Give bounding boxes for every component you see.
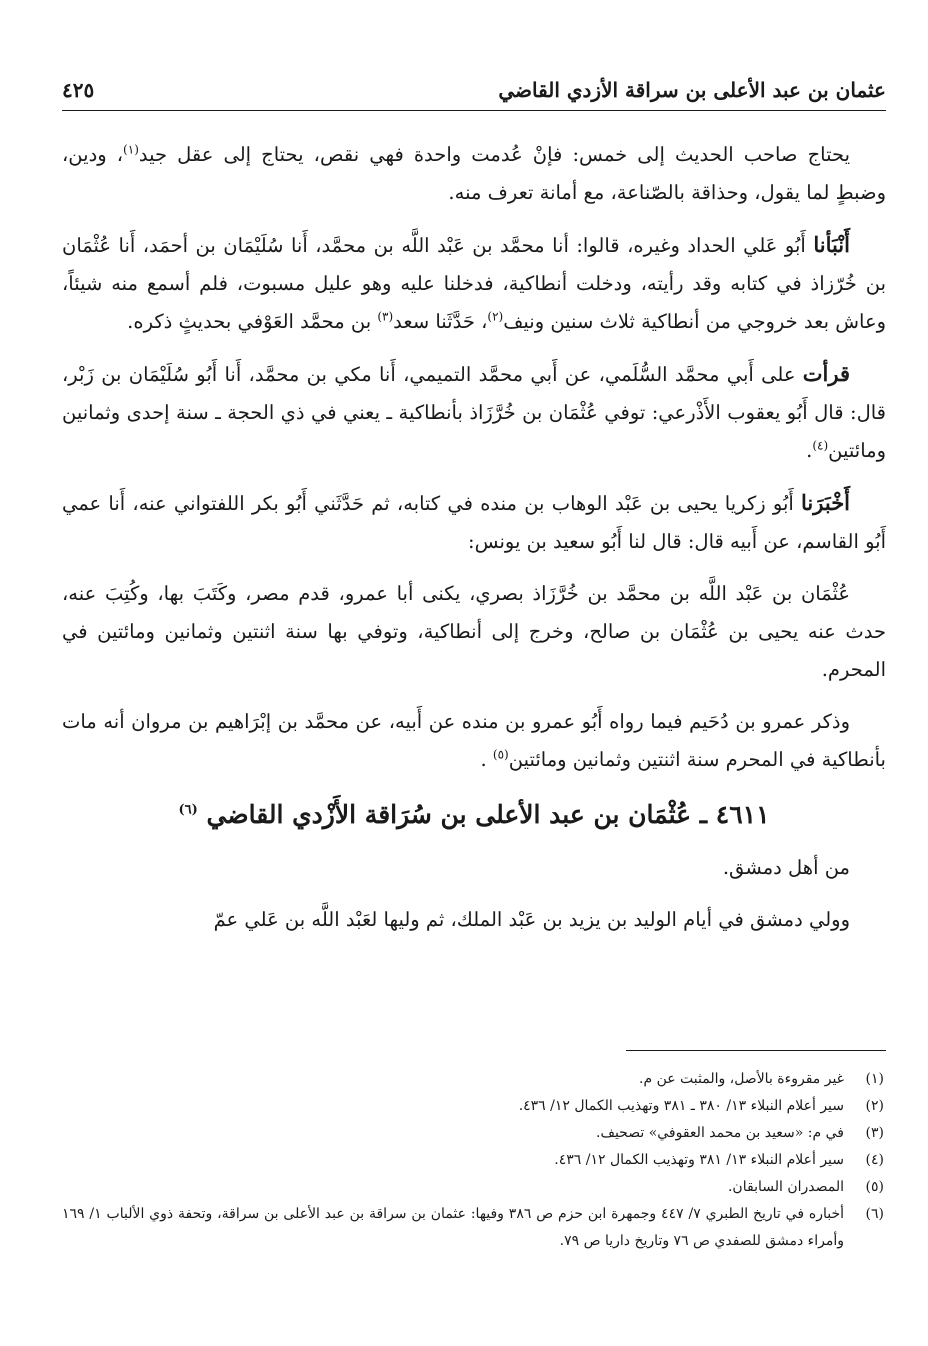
footnote-text: غير مقروءة بالأصل، والمثبت عن م. [639,1071,844,1087]
footnote [62,1147,886,1174]
paragraph-7-text: من أهل دمشق. [722,856,850,879]
footnote-separator [626,1050,886,1051]
footnote [62,1120,886,1147]
paragraph-7 [62,849,886,887]
footnote-text: المصدران السابقان. [727,1179,844,1195]
paragraph-3-text: على أَبي محمَّد السُّلَمي، عن أَبي محمَّد التميمي، أَنا مكي بن محمَّد، أَنا أَبُو سُلَيْمَان بن زَبْر، قال: قال أَبُو يعقوب الأَذْرعي: توفي عُثْمَان بن خُرَّزَاذ بأنطاكية ـ يعني في ذي الحجة ـ سنة إحدى وثمانين ومائتين [62,363,886,462]
footnote-number: (٣) [865,1125,884,1141]
paragraph-4-text: أَبُو زكريا يحيى بن عَبْد الوهاب بن منده في كتابه، ثم حَدَّثَني أَبُو بكر اللفتواني عنه، أَنا عمي أَبُو القاسم، عن أَبيه قال: قال لنا أَبُو سعيد بن يونس: [62,492,886,553]
footnote-number: (٦) [865,1206,884,1222]
footnote-text: سير أعلام النبلاء ١٣/ ٣٨٠ ـ ٣٨١ وتهذيب الكمال ١٢/ ٤٣٦. [518,1098,844,1114]
footnote-ref-5: (٥) [492,747,509,762]
footnote-ref-1: (١) [123,142,139,157]
main-text [62,136,886,953]
paragraph-4 [62,484,886,561]
footnote-text: سير أعلام النبلاء ١٣/ ٣٨١ وتهذيب الكمال ١٢/ ٤٣٦. [554,1152,844,1168]
paragraph-1-end: ، ودين، وضبطٍ لما يقول، وحذاقة بالصّناعة، مع أمانة تعرف منه. [62,143,886,204]
footnote [62,1066,886,1093]
footnote-ref-4: (٤) [812,438,829,453]
running-header [62,70,886,111]
footnotes [62,1066,886,1255]
footnote-number: (١) [865,1071,884,1087]
footnote-text: في م: «سعيد بن محمد العقوفي» تصحيف. [596,1125,844,1141]
paragraph-6-text: وذكر عمرو بن دُحَيم فيما رواه أَبُو عمرو بن منده عن أَبيه، عن محمَّد بن إبْرَاهيم بن مروان أنه مات بأنطاكية في المحرم سنة اثنتين وثمانين ومائتين [62,710,886,771]
paragraph-1-text: يحتاج صاحب الحديث إلى خمس: فإنْ عُدمت واحدة فهي نقص، يحتاج إلى عقل جيد [138,143,850,166]
page-number: ٤٢٥ [62,78,95,102]
running-title: عثمان بن عبد الأعلى بن سراقة الأزدي القاضي [498,78,886,102]
transmission-keyword: أَخْبَرَنا [801,490,851,515]
paragraph-1 [62,136,886,212]
paragraph-2-end: بن محمَّد العَوْفي بحديثٍ ذكره. [127,310,378,333]
paragraph-6-end: . [480,748,493,771]
footnote [62,1093,886,1120]
footnote-ref-6: (٦) [178,802,198,818]
entry-heading-text: ٤٦١١ ـ عُثْمَان بن عبد الأعلى بن سُرَاقة الأَزْدي القاضي [206,800,770,829]
footnote-text: أخباره في تاريخ الطبري ٧/ ٤٤٧ وجمهرة ابن حزم ص ٣٨٦ وفيها: عثمان بن سراقة بن عبد الأعلى بن سراقة، وتحفة ذوي الألباب ١/ ١٦٩ وأمراء دمشق للصفدي ص ٧٦ وتاريخ داريا ص ٧٩. [62,1206,845,1249]
paragraph-2-text: أَبُو عَلي الحداد وغيره، قالوا: أنا محمَّد بن عَبْد اللَّه بن محمَّد، أَنا سُلَيْمَان بن أحمَد، أَنا عُثْمَان بن خُرّزاذ في كتابه وقد رأيته، ودخلت أنطاكية، فدخلنا عليه وهو عليل مسبوت، فلم أسمع منه شيئاً، وعاش بعد خروجي من أنطاكية ثلاث سنين ونيف [62,234,886,333]
entry-heading [62,793,886,837]
paragraph-8 [62,901,886,939]
footnote-number: (٤) [865,1152,884,1168]
footnote-ref-2: (٢) [487,309,504,324]
transmission-keyword: أَنْبَأنا [813,232,850,257]
paragraph-2 [62,226,886,341]
footnote-number: (٥) [865,1179,884,1195]
paragraph-5 [62,575,886,689]
transmission-keyword: قرأت [802,361,850,386]
paragraph-3-end: . [806,439,813,462]
paragraph-5-text: عُثْمَان بن عَبْد اللَّه بن محمَّد بن خُرَّزَاذ بصري، يكنى أبا عمرو، قدم مصر، وكَتَبَ بها، وكُتِبَ عنه، حدث عنه يحيى بن عُثْمَان بن صالح، وخرج إلى أنطاكية، وتوفي بها سنة اثنتين وثمانين ومائتين في المحرم. [62,582,886,681]
footnote-ref-3: (٣) [377,309,394,324]
paragraph-6 [62,703,886,779]
footnote-number: (٢) [865,1098,884,1114]
footnote [62,1201,886,1255]
paragraph-2-mid: ، حَدَّثَنا سعد [393,310,488,333]
paragraph-8-text: وولي دمشق في أيام الوليد بن يزيد بن عَبْد الملك، ثم وليها لعَبْد اللَّه بن عَلي عمّ [213,908,850,931]
paragraph-3 [62,355,886,470]
footnote [62,1174,886,1201]
